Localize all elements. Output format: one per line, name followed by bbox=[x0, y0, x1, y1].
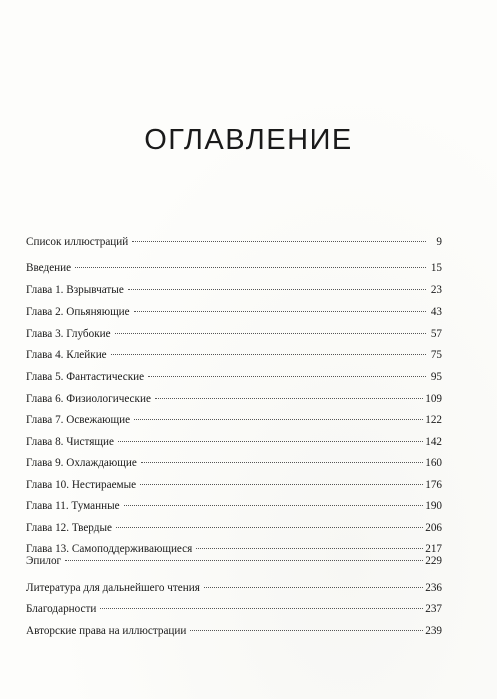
dot-leader bbox=[190, 630, 423, 631]
dot-leader bbox=[155, 398, 423, 399]
toc-entry-page-number: 239 bbox=[425, 625, 442, 637]
toc-entry-page-number: 43 bbox=[430, 306, 442, 318]
dot-leader bbox=[118, 441, 423, 442]
toc-entry-page-number: 236 bbox=[425, 582, 442, 594]
dot-leader bbox=[100, 608, 423, 609]
toc-entry-label: Введение bbox=[26, 262, 72, 274]
toc-entry[interactable] bbox=[26, 260, 442, 276]
toc-entry-label: Авторские права на иллюстрации bbox=[26, 625, 187, 637]
toc-entry-label: Благодарности bbox=[26, 603, 97, 615]
toc-entry-label: Глава 6. Физиологические bbox=[26, 393, 151, 405]
toc-entry-page-number: 75 bbox=[430, 349, 442, 361]
toc-entry[interactable] bbox=[26, 282, 442, 298]
toc-entry-page-number: 160 bbox=[425, 457, 442, 469]
toc-entry-label: Глава 1. Взрывчатые bbox=[26, 284, 124, 296]
dot-leader bbox=[204, 587, 423, 588]
page-title: ОГЛАВЛЕНИЕ bbox=[144, 124, 353, 156]
toc-entry-page-number: 23 bbox=[430, 284, 442, 296]
toc-entry-page-number: 122 bbox=[425, 414, 442, 426]
dot-leader bbox=[116, 527, 423, 528]
toc-entry-label: Список иллюстраций bbox=[26, 236, 129, 248]
dot-leader bbox=[148, 376, 426, 377]
toc-entry-label: Глава 4. Клейкие bbox=[26, 349, 107, 361]
dot-leader bbox=[132, 241, 426, 242]
toc-entry[interactable] bbox=[26, 412, 442, 428]
dot-leader bbox=[65, 560, 423, 561]
dot-leader bbox=[128, 289, 426, 290]
toc-entry[interactable] bbox=[26, 553, 442, 569]
toc-entry-label: Литература для дальнейшего чтения bbox=[26, 582, 200, 594]
toc-entry-page-number: 9 bbox=[436, 236, 442, 248]
toc-entry-label: Глава 2. Опьяняющие bbox=[26, 306, 130, 318]
toc-entry[interactable] bbox=[26, 623, 442, 639]
toc-entry[interactable] bbox=[26, 347, 442, 363]
toc-entry-label: Глава 13. Самоподдерживающиеся bbox=[26, 543, 193, 555]
toc-entry-page-number: 217 bbox=[425, 543, 442, 555]
toc-entry[interactable] bbox=[26, 498, 442, 514]
toc-entry-page-number: 176 bbox=[425, 479, 442, 491]
toc-entry[interactable] bbox=[26, 520, 442, 536]
toc-entry-label: Глава 3. Глубокие bbox=[26, 328, 111, 340]
toc-entry-label: Глава 9. Охлаждающие bbox=[26, 457, 137, 469]
dot-leader bbox=[140, 484, 423, 485]
toc-entry-label: Эпилог bbox=[26, 555, 62, 567]
toc-entry-label: Глава 10. Нестираемые bbox=[26, 479, 137, 491]
toc-entry[interactable] bbox=[26, 601, 442, 617]
dot-leader bbox=[134, 419, 423, 420]
toc-entry-page-number: 15 bbox=[430, 262, 442, 274]
toc-entry[interactable] bbox=[26, 434, 442, 450]
toc-entry-page-number: 229 bbox=[425, 555, 442, 567]
toc-entry-label: Глава 8. Чистящие bbox=[26, 436, 114, 448]
dot-leader bbox=[75, 267, 426, 268]
dot-leader bbox=[111, 354, 426, 355]
dot-leader bbox=[115, 333, 426, 334]
toc-entry[interactable] bbox=[26, 477, 442, 493]
toc-entry[interactable] bbox=[26, 326, 442, 342]
toc-entry[interactable] bbox=[26, 391, 442, 407]
dot-leader bbox=[134, 311, 426, 312]
toc-entry-label: Глава 5. Фантастические bbox=[26, 371, 145, 383]
toc-entry[interactable] bbox=[26, 369, 442, 385]
toc-entry-label: Глава 11. Туманные bbox=[26, 500, 120, 512]
toc-entry-label: Глава 12. Твердые bbox=[26, 522, 112, 534]
toc-entry[interactable] bbox=[26, 580, 442, 596]
dot-leader bbox=[124, 505, 424, 506]
toc-entry-page-number: 206 bbox=[425, 522, 442, 534]
toc-entry-page-number: 95 bbox=[430, 371, 442, 383]
toc-entry-page-number: 109 bbox=[425, 393, 442, 405]
toc-entry[interactable] bbox=[26, 304, 442, 320]
toc-entry[interactable] bbox=[26, 455, 442, 471]
dot-leader bbox=[141, 462, 423, 463]
toc-entry[interactable] bbox=[26, 234, 442, 250]
toc-entry-page-number: 142 bbox=[425, 436, 442, 448]
toc-entry-page-number: 237 bbox=[425, 603, 442, 615]
toc-entry-page-number: 190 bbox=[425, 500, 442, 512]
dot-leader bbox=[196, 548, 423, 549]
toc-entry-label: Глава 7. Освежающие bbox=[26, 414, 131, 426]
toc-entry-page-number: 57 bbox=[430, 328, 442, 340]
